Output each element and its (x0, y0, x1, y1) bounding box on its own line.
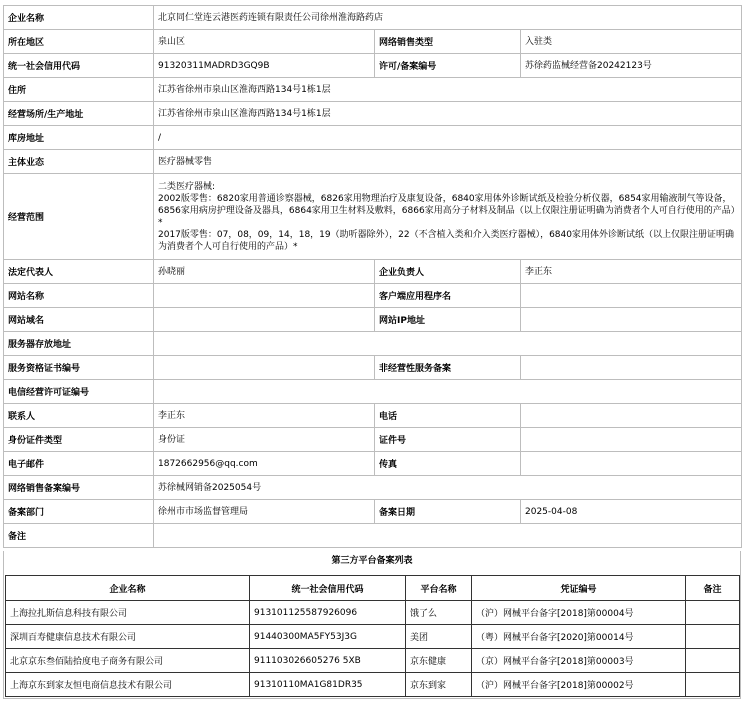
remark-label: 备注 (4, 524, 154, 548)
ip-value (521, 308, 742, 332)
column-header: 企业名称 (6, 576, 250, 601)
warehouse-value: / (154, 126, 742, 150)
remark-value (154, 524, 742, 548)
record-dept-label: 备案部门 (4, 500, 154, 524)
legal-rep-label: 法定代表人 (4, 260, 154, 284)
domain-label: 网站域名 (4, 308, 154, 332)
record-dept-value: 徐州市市场监督管理局 (154, 500, 375, 524)
service-cert-value (154, 356, 375, 380)
client-app-label: 客户端应用程序名 (375, 284, 521, 308)
domain-value (154, 308, 375, 332)
cell-company: 深圳百寿健康信息技术有限公司 (6, 625, 250, 649)
cell-platform: 饿了么 (406, 601, 472, 625)
server-label: 服务器存放地址 (4, 332, 154, 356)
cell-remark (686, 673, 740, 697)
cell-platform: 京东到家 (406, 673, 472, 697)
table-row (6, 649, 740, 673)
service-cert-label: 服务资格证书编号 (4, 356, 154, 380)
id-type-label: 身份证件类型 (4, 428, 154, 452)
scope-line: 二类医疗器械: (158, 181, 216, 192)
fax-label: 传真 (375, 452, 521, 476)
table-row (6, 673, 740, 697)
column-header: 平台名称 (406, 576, 472, 601)
cell-certificate: （京）网械平台备字[2018]第00003号 (472, 649, 686, 673)
legal-rep-value: 孙晓丽 (154, 260, 375, 284)
third-party-table (5, 575, 740, 697)
sales-type-value: 入驻类 (521, 30, 742, 54)
company-name-label: 企业名称 (4, 6, 154, 30)
website-name-value (154, 284, 375, 308)
website-name-label: 网站名称 (4, 284, 154, 308)
third-party-title: 第三方平台备案列表 (3, 551, 741, 571)
table-row (6, 601, 740, 625)
cell-platform: 美团 (406, 625, 472, 649)
cell-credit-code: 911103026605276 5XB (250, 649, 406, 673)
ip-label: 网站IP地址 (375, 308, 521, 332)
main-business-label: 主体业态 (4, 150, 154, 174)
fax-value (521, 452, 742, 476)
email-value: 1872662956@qq.com (154, 452, 375, 476)
cell-remark (686, 601, 740, 625)
noncommercial-label: 非经营性服务备案 (375, 356, 521, 380)
address-label: 住所 (4, 78, 154, 102)
email-label: 电子邮件 (4, 452, 154, 476)
region-value: 泉山区 (154, 30, 375, 54)
cell-company: 上海拉扎斯信息科技有限公司 (6, 601, 250, 625)
cell-certificate: （粤）网械平台备字[2020]第00014号 (472, 625, 686, 649)
license-label: 许可/备案编号 (375, 54, 521, 78)
column-header: 备注 (686, 576, 740, 601)
credit-code-value: 91320311MADRD3GQ9B (154, 54, 375, 78)
credit-code-label: 统一社会信用代码 (4, 54, 154, 78)
contact-label: 联系人 (4, 404, 154, 428)
id-no-label: 证件号 (375, 428, 521, 452)
noncommercial-value (521, 356, 742, 380)
column-header: 统一社会信用代码 (250, 576, 406, 601)
column-header: 凭证编号 (472, 576, 686, 601)
server-value (154, 332, 742, 356)
cell-remark (686, 649, 740, 673)
license-value: 苏徐药监械经营备20242123号 (521, 54, 742, 78)
cell-remark (686, 625, 740, 649)
enterprise-info-table (3, 5, 742, 548)
region-label: 所在地区 (4, 30, 154, 54)
scope-value (154, 174, 742, 260)
cell-credit-code: 91310110MA1G81DR35 (250, 673, 406, 697)
record-date-label: 备案日期 (375, 500, 521, 524)
telecom-value (154, 380, 742, 404)
principal-value: 李正东 (521, 260, 742, 284)
phone-value (521, 404, 742, 428)
phone-label: 电话 (375, 404, 521, 428)
id-type-value: 身份证 (154, 428, 375, 452)
warehouse-label: 库房地址 (4, 126, 154, 150)
business-address-label: 经营场所/生产地址 (4, 102, 154, 126)
sales-type-label: 网络销售类型 (375, 30, 521, 54)
client-app-value (521, 284, 742, 308)
scope-label: 经营范围 (4, 174, 154, 260)
contact-value: 李正东 (154, 404, 375, 428)
online-record-label: 网络销售备案编号 (4, 476, 154, 500)
main-business-value: 医疗器械零售 (154, 150, 742, 174)
scope-line: 2017版零售：07，08，09，14，18，19（助听器除外），22（不含植入类和介入类医疗器械），6840家用体外诊断试纸（以上仅限注册证明确为消费者个人可自行使用的产品）* (158, 229, 734, 252)
id-no-value (521, 428, 742, 452)
address-value: 江苏省徐州市泉山区淮海西路134号1栋1层 (154, 78, 742, 102)
company-name-value: 北京同仁堂连云港医药连锁有限责任公司徐州淮海路药店 (154, 6, 742, 30)
cell-company: 北京京东叁佰陆拾度电子商务有限公司 (6, 649, 250, 673)
scope-line: 2002版零售：6820家用普通诊察器械，6826家用物理治疗及康复设备，6840家用体外诊断试纸及检验分析仪器，6854家用输液制气等设备，6856家用病房护理设备及器具，6864家用卫生材料及敷料，6866家用高分子材料及制品（以上仅限注册证明确为消费者个人可自行使用的产品）* (158, 193, 740, 228)
cell-credit-code: 91440300MA5FY53J3G (250, 625, 406, 649)
cell-platform: 京东健康 (406, 649, 472, 673)
online-record-value: 苏徐械网销备2025054号 (154, 476, 742, 500)
telecom-label: 电信经营许可证编号 (4, 380, 154, 404)
cell-credit-code: 913101125587926096 (250, 601, 406, 625)
business-address-value: 江苏省徐州市泉山区淮海西路134号1栋1层 (154, 102, 742, 126)
cell-company: 上海京东到家友恒电商信息技术有限公司 (6, 673, 250, 697)
cell-certificate: （沪）网械平台备字[2018]第00002号 (472, 673, 686, 697)
record-date-value: 2025-04-08 (521, 500, 742, 524)
table-row (6, 625, 740, 649)
principal-label: 企业负责人 (375, 260, 521, 284)
cell-certificate: （沪）网械平台备字[2018]第00004号 (472, 601, 686, 625)
